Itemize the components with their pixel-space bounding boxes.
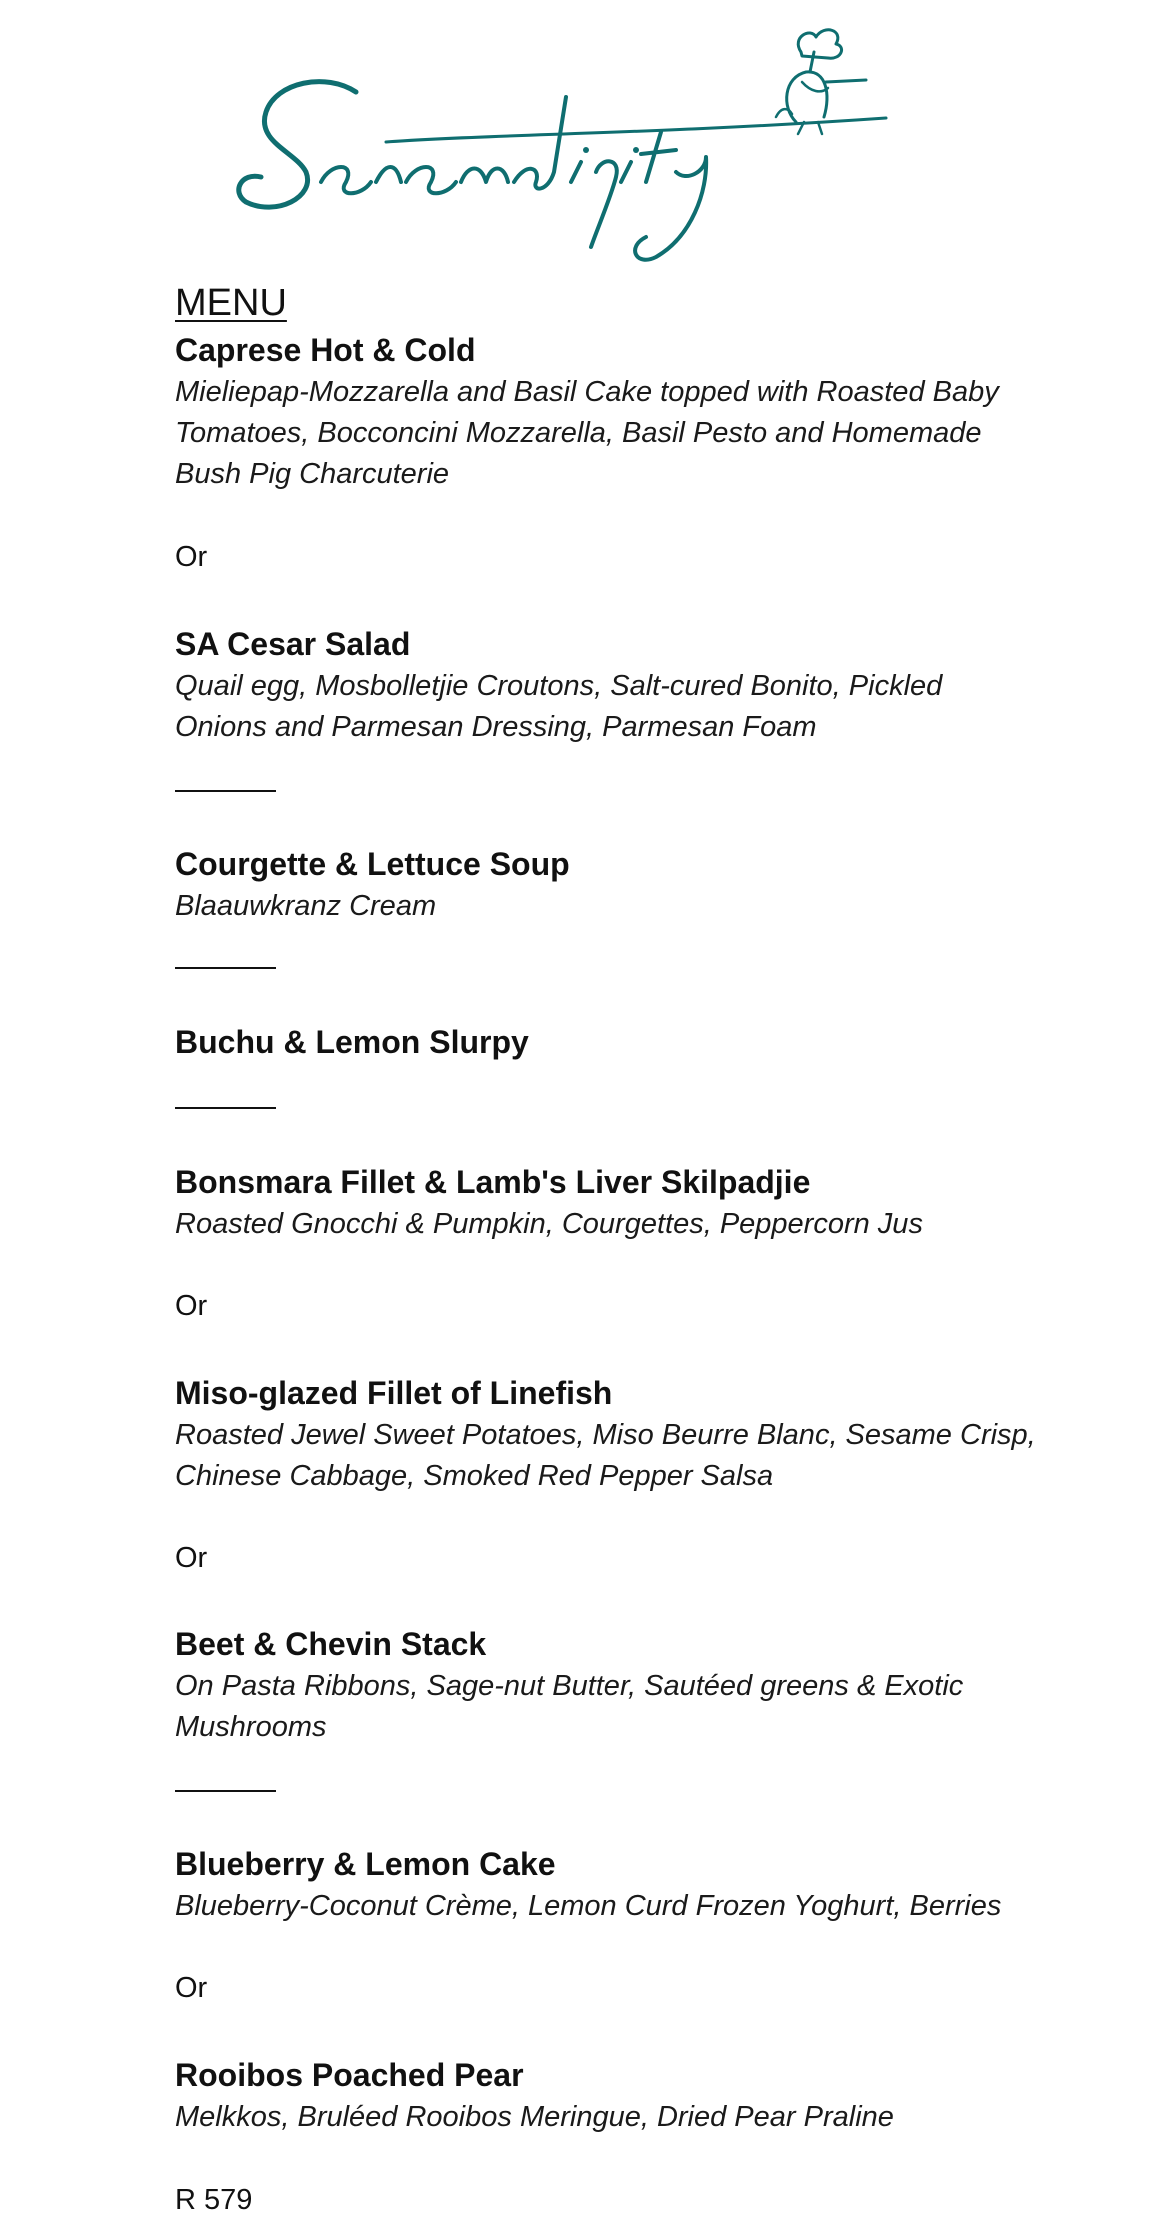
dish-title: Buchu & Lemon Slurpy bbox=[175, 1024, 529, 1060]
or-separator: Or bbox=[175, 1972, 208, 2004]
dish-description: Mushrooms bbox=[175, 1711, 327, 1743]
dish-title: Beet & Chevin Stack bbox=[175, 1626, 487, 1662]
dish-title: Caprese Hot & Cold bbox=[175, 332, 476, 368]
or-separator: Or bbox=[175, 541, 208, 573]
or-separator: Or bbox=[175, 1542, 208, 1574]
dish-title: Bonsmara Fillet & Lamb's Liver Skilpadjie bbox=[175, 1164, 811, 1200]
course-starter bbox=[175, 328, 1075, 748]
course-dessert bbox=[175, 1842, 1075, 2138]
course-soup bbox=[175, 842, 1075, 927]
dish-title: Blueberry & Lemon Cake bbox=[175, 1846, 556, 1882]
or-separator: Or bbox=[175, 1290, 208, 1322]
course-divider bbox=[175, 1790, 276, 1792]
dish-description: Melkkos, Bruléed Rooibos Meringue, Dried Pear Praline bbox=[175, 2101, 894, 2133]
dish-description: Chinese Cabbage, Smoked Red Pepper Salsa bbox=[175, 1460, 774, 1492]
dish-description: Onions and Parmesan Dressing, Parmesan Foam bbox=[175, 711, 817, 743]
dish-title: Miso-glazed Fillet of Linefish bbox=[175, 1375, 613, 1411]
dish-description: Bush Pig Charcuterie bbox=[175, 458, 450, 490]
course-divider bbox=[175, 1107, 276, 1109]
course-divider bbox=[175, 967, 276, 969]
dish-description: Roasted Jewel Sweet Potatoes, Miso Beurre Blanc, Sesame Crisp, bbox=[175, 1419, 1036, 1451]
dish-title: Courgette & Lettuce Soup bbox=[175, 846, 570, 882]
serendipity-logo bbox=[236, 22, 896, 272]
dish-description: Roasted Gnocchi & Pumpkin, Courgettes, Peppercorn Jus bbox=[175, 1208, 923, 1240]
menu-content bbox=[175, 278, 1075, 2220]
dish-title: Rooibos Poached Pear bbox=[175, 2057, 524, 2093]
dish-title: SA Cesar Salad bbox=[175, 626, 411, 662]
menu-heading: MENU bbox=[175, 282, 287, 324]
dish-description: Tomatoes, Bocconcini Mozzarella, Basil Pesto and Homemade bbox=[175, 417, 982, 449]
course-main bbox=[175, 1160, 1075, 1748]
dish-description: Blaauwkranz Cream bbox=[175, 890, 437, 922]
course-divider bbox=[175, 790, 276, 792]
dish-description: On Pasta Ribbons, Sage-nut Butter, Sautéed greens & Exotic bbox=[175, 1670, 964, 1702]
menu-price: R 579 bbox=[175, 2184, 253, 2216]
course-palate-cleanser bbox=[175, 1020, 1075, 1064]
dish-description: Blueberry-Coconut Crème, Lemon Curd Frozen Yoghurt, Berries bbox=[175, 1890, 1002, 1922]
dish-description: Mieliepap-Mozzarella and Basil Cake topped with Roasted Baby bbox=[175, 376, 999, 408]
dish-description: Quail egg, Mosbolletjie Croutons, Salt-cured Bonito, Pickled bbox=[175, 670, 943, 702]
